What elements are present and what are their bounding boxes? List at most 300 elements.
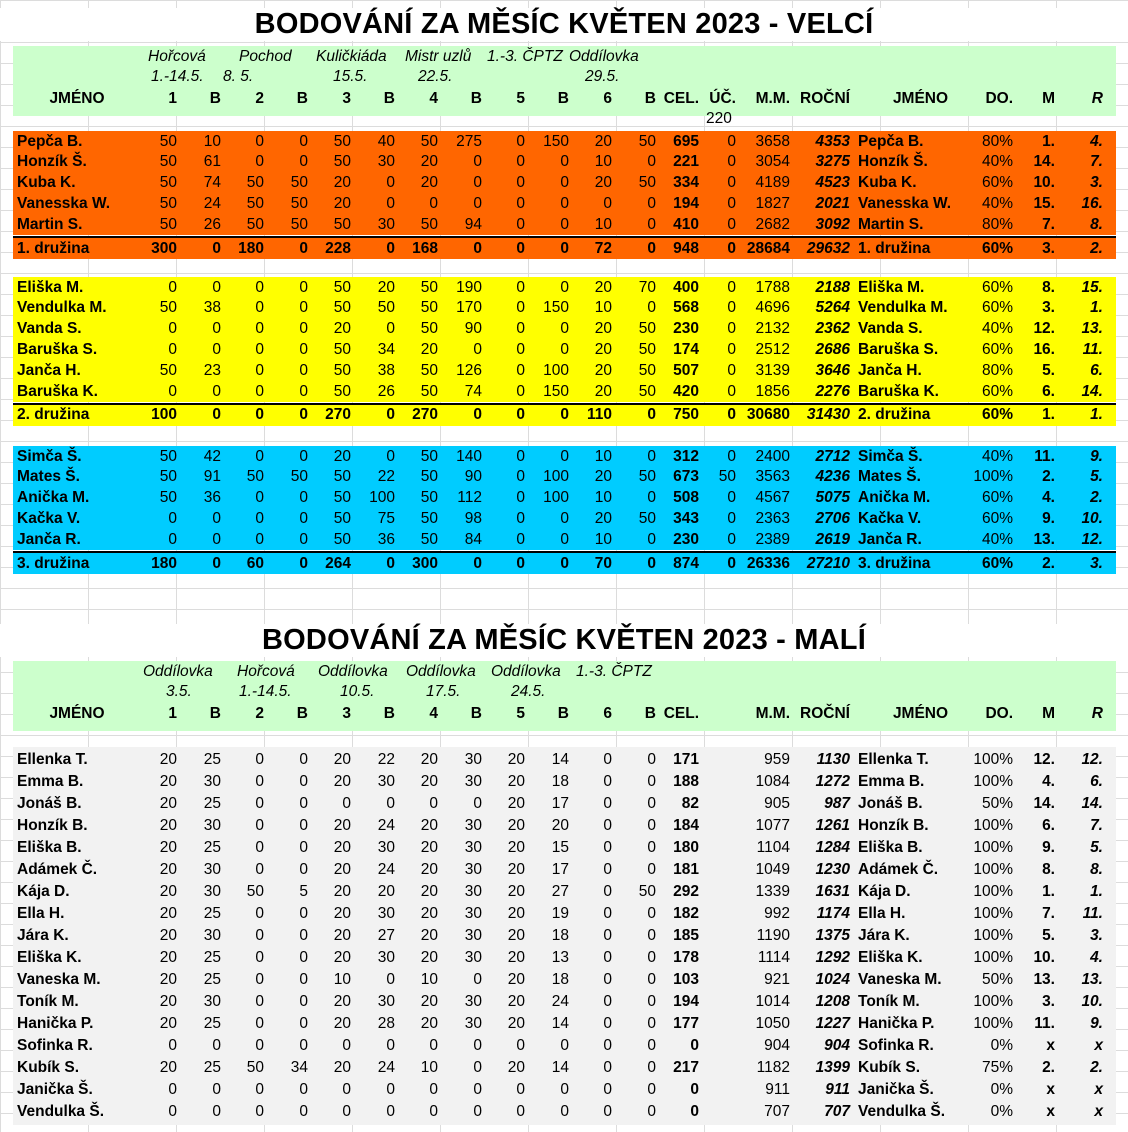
value-cell[interactable]: 0: [429, 1081, 438, 1099]
value-cell[interactable]: 8.: [1042, 860, 1055, 878]
value-cell[interactable]: 50: [333, 509, 351, 527]
value-cell[interactable]: 8.: [1042, 278, 1055, 296]
value-cell[interactable]: 38: [377, 361, 395, 379]
value-cell[interactable]: 10.: [1033, 174, 1055, 192]
value-cell[interactable]: 31430: [806, 406, 850, 424]
value-cell[interactable]: 34: [290, 1059, 308, 1077]
value-cell[interactable]: 40%: [981, 320, 1013, 338]
name-cell[interactable]: Kubík S.: [858, 1059, 921, 1077]
value-cell[interactable]: 0: [473, 1059, 482, 1077]
value-cell[interactable]: 178: [673, 948, 699, 966]
value-cell[interactable]: 1227: [815, 1015, 850, 1033]
value-cell[interactable]: 0: [299, 340, 308, 358]
column-header[interactable]: B: [557, 90, 569, 107]
value-cell[interactable]: 0: [516, 361, 525, 379]
value-cell[interactable]: 50: [638, 132, 656, 150]
value-cell[interactable]: 312: [673, 447, 699, 465]
value-cell[interactable]: 0: [516, 468, 525, 486]
value-cell[interactable]: 904: [824, 1037, 850, 1055]
value-cell[interactable]: 0: [603, 904, 612, 922]
value-cell[interactable]: 275: [456, 132, 482, 150]
value-cell[interactable]: 0: [255, 132, 264, 150]
value-cell[interactable]: 25: [203, 794, 221, 812]
value-cell[interactable]: 14.: [1033, 153, 1055, 171]
value-cell[interactable]: 50: [246, 1059, 264, 1077]
value-cell[interactable]: 0: [299, 971, 308, 988]
value-cell[interactable]: 1114: [757, 948, 790, 966]
value-cell[interactable]: 0: [690, 1103, 699, 1121]
value-cell[interactable]: 0: [212, 340, 221, 358]
value-cell[interactable]: 20: [420, 340, 438, 358]
value-cell[interactable]: 0: [299, 447, 308, 465]
value-cell[interactable]: 50: [420, 320, 438, 338]
value-cell[interactable]: 100%: [973, 860, 1013, 878]
value-cell[interactable]: 20: [159, 971, 177, 988]
column-header[interactable]: 4: [429, 705, 438, 722]
value-cell[interactable]: 7.: [1042, 215, 1055, 233]
value-cell[interactable]: 0: [647, 1015, 656, 1033]
value-cell[interactable]: 50: [420, 447, 438, 465]
value-cell[interactable]: 0: [727, 406, 736, 424]
value-cell[interactable]: 0: [560, 530, 569, 548]
value-cell[interactable]: 20: [507, 750, 525, 768]
value-cell[interactable]: 100: [151, 406, 177, 424]
value-cell[interactable]: 25: [203, 971, 221, 988]
value-cell[interactable]: 0: [516, 194, 525, 212]
value-cell[interactable]: 0: [647, 904, 656, 922]
value-cell[interactable]: 3646: [815, 361, 850, 379]
value-cell[interactable]: 0: [212, 530, 221, 548]
name-cell[interactable]: Ellenka T.: [17, 750, 88, 768]
value-cell[interactable]: 84: [464, 530, 482, 548]
value-cell[interactable]: 0: [727, 299, 736, 317]
value-cell[interactable]: [699, 1058, 738, 1079]
value-cell[interactable]: 50: [159, 361, 177, 379]
value-cell[interactable]: 2712: [815, 447, 850, 465]
value-cell[interactable]: 0: [727, 361, 736, 379]
value-cell[interactable]: 2188: [815, 278, 850, 296]
value-cell[interactable]: 904: [764, 1037, 790, 1055]
name-cell[interactable]: Vaneska M.: [17, 971, 101, 988]
value-cell[interactable]: 1182: [756, 1059, 790, 1077]
value-cell[interactable]: 100%: [973, 468, 1013, 486]
name-cell[interactable]: Janča H.: [858, 361, 922, 379]
value-cell[interactable]: 0: [473, 340, 482, 358]
value-cell[interactable]: 3054: [755, 153, 790, 171]
value-cell[interactable]: 673: [673, 468, 699, 486]
value-cell[interactable]: [699, 837, 738, 858]
value-cell[interactable]: 270: [325, 406, 351, 424]
value-cell[interactable]: 40%: [981, 153, 1013, 171]
value-cell[interactable]: 20: [507, 971, 525, 988]
value-cell[interactable]: 0: [473, 794, 482, 812]
value-cell[interactable]: 18: [551, 926, 569, 944]
value-cell[interactable]: 3.: [1090, 174, 1103, 192]
value-cell[interactable]: 50: [159, 174, 177, 192]
value-cell[interactable]: 30: [464, 993, 482, 1011]
value-cell[interactable]: 4189: [755, 174, 790, 192]
value-cell[interactable]: 50: [333, 215, 351, 233]
value-cell[interactable]: 0: [560, 406, 569, 424]
value-cell[interactable]: 15.: [1081, 278, 1103, 296]
value-cell[interactable]: 20: [594, 468, 612, 486]
name-cell[interactable]: 3. družina: [17, 554, 90, 572]
value-cell[interactable]: 0: [168, 530, 177, 548]
value-cell[interactable]: 1284: [815, 838, 850, 856]
value-cell[interactable]: 14.: [1081, 794, 1103, 812]
column-header[interactable]: DO.: [985, 705, 1013, 722]
value-cell[interactable]: 1024: [815, 971, 850, 988]
value-cell[interactable]: 0: [603, 971, 612, 988]
value-cell[interactable]: 15.: [1033, 194, 1055, 212]
name-cell[interactable]: Anička M.: [858, 489, 931, 507]
value-cell[interactable]: 0: [727, 239, 736, 257]
value-cell[interactable]: 0: [516, 489, 525, 507]
value-cell[interactable]: 0: [647, 750, 656, 768]
value-cell[interactable]: 20: [594, 509, 612, 527]
value-cell[interactable]: 60: [246, 554, 264, 572]
value-cell[interactable]: 7.: [1042, 904, 1055, 922]
value-cell[interactable]: 0: [255, 489, 264, 507]
value-cell[interactable]: 50: [159, 194, 177, 212]
value-cell[interactable]: 14: [551, 1015, 569, 1033]
value-cell[interactable]: 20: [594, 132, 612, 150]
value-cell[interactable]: 0: [299, 320, 308, 338]
column-header[interactable]: M.M.: [755, 90, 790, 107]
value-cell[interactable]: 0: [516, 509, 525, 527]
value-cell[interactable]: 20: [333, 750, 351, 768]
value-cell[interactable]: 30: [377, 772, 395, 790]
value-cell[interactable]: 1261: [815, 816, 850, 834]
value-cell[interactable]: 10: [594, 489, 612, 507]
value-cell[interactable]: 20: [507, 772, 525, 790]
name-cell[interactable]: Pepča B.: [858, 132, 924, 150]
value-cell[interactable]: 20: [159, 794, 177, 812]
value-cell[interactable]: 185: [673, 926, 699, 944]
column-header[interactable]: JMÉNO: [49, 705, 105, 722]
value-cell[interactable]: 0: [299, 1103, 308, 1121]
value-cell[interactable]: 20: [159, 993, 177, 1011]
value-cell[interactable]: 50: [638, 468, 656, 486]
value-cell[interactable]: 0: [473, 1103, 482, 1121]
value-cell[interactable]: 20: [333, 816, 351, 834]
name-cell[interactable]: 1. družina: [17, 239, 90, 257]
value-cell[interactable]: 0: [727, 489, 736, 507]
value-cell[interactable]: 20: [594, 382, 612, 400]
value-cell[interactable]: 100%: [973, 882, 1013, 900]
value-cell[interactable]: 1.: [1042, 132, 1055, 150]
value-cell[interactable]: 0: [727, 554, 736, 572]
column-header[interactable]: ROČNÍ: [800, 90, 850, 107]
value-cell[interactable]: [699, 815, 738, 836]
value-cell[interactable]: 40%: [981, 530, 1013, 548]
value-cell[interactable]: [699, 771, 738, 792]
value-cell[interactable]: 10: [203, 132, 221, 150]
value-cell[interactable]: 0: [727, 278, 736, 296]
value-cell[interactable]: 50: [420, 361, 438, 379]
value-cell[interactable]: 20: [159, 816, 177, 834]
value-cell[interactable]: 911: [825, 1081, 850, 1099]
value-cell[interactable]: 50: [246, 174, 264, 192]
value-cell[interactable]: [699, 749, 738, 770]
value-cell[interactable]: 3563: [755, 468, 790, 486]
value-cell[interactable]: 0: [647, 971, 656, 988]
value-cell[interactable]: 20: [420, 153, 438, 171]
value-cell[interactable]: 2021: [815, 194, 850, 212]
value-cell[interactable]: 0: [255, 860, 264, 878]
column-header[interactable]: JMÉNO: [892, 90, 949, 107]
value-cell[interactable]: 112: [457, 489, 482, 507]
column-header[interactable]: R: [1091, 705, 1103, 722]
value-cell[interactable]: 34: [377, 340, 395, 358]
value-cell[interactable]: 38: [203, 299, 221, 317]
value-cell[interactable]: [699, 793, 738, 814]
value-cell[interactable]: 1049: [755, 860, 790, 878]
value-cell[interactable]: 0: [255, 447, 264, 465]
value-cell[interactable]: 0: [727, 194, 736, 212]
value-cell[interactable]: 1077: [755, 816, 790, 834]
value-cell[interactable]: 20: [333, 948, 351, 966]
value-cell[interactable]: 6.: [1042, 816, 1055, 834]
value-cell[interactable]: 1190: [756, 926, 790, 944]
value-cell[interactable]: 180: [673, 838, 699, 856]
name-cell[interactable]: Eliška M.: [17, 278, 84, 296]
value-cell[interactable]: 30: [464, 772, 482, 790]
name-cell[interactable]: Baruška S.: [858, 340, 939, 358]
value-cell[interactable]: 0: [255, 1015, 264, 1033]
value-cell[interactable]: 42: [203, 447, 221, 465]
name-cell[interactable]: Baruška S.: [17, 340, 98, 358]
value-cell[interactable]: 100%: [973, 1015, 1013, 1033]
value-cell[interactable]: 6.: [1090, 772, 1103, 790]
value-cell[interactable]: 0: [516, 299, 525, 317]
value-cell[interactable]: 3275: [815, 153, 850, 171]
value-cell[interactable]: 7.: [1090, 153, 1103, 171]
name-cell[interactable]: Vendulka M.: [17, 299, 107, 317]
value-cell[interactable]: 0: [342, 1081, 351, 1099]
name-cell[interactable]: Janča R.: [17, 530, 81, 548]
value-cell[interactable]: [699, 859, 738, 880]
value-cell[interactable]: 20: [420, 926, 438, 944]
value-cell[interactable]: 11.: [1082, 340, 1103, 358]
name-cell[interactable]: Kubík S.: [17, 1059, 80, 1077]
value-cell[interactable]: 180: [238, 239, 264, 257]
value-cell[interactable]: 10: [594, 153, 612, 171]
value-cell[interactable]: 1230: [815, 860, 850, 878]
value-cell[interactable]: 3092: [815, 215, 850, 233]
value-cell[interactable]: 0: [647, 153, 656, 171]
value-cell[interactable]: 60%: [981, 340, 1013, 358]
value-cell[interactable]: 8.: [1090, 215, 1103, 233]
value-cell[interactable]: 750: [673, 406, 699, 424]
value-cell[interactable]: 20: [159, 772, 177, 790]
value-cell[interactable]: 0: [603, 860, 612, 878]
name-cell[interactable]: Jára K.: [858, 926, 910, 944]
value-cell[interactable]: x: [1094, 1037, 1103, 1055]
value-cell[interactable]: 0: [299, 838, 308, 856]
value-cell[interactable]: 30: [464, 926, 482, 944]
value-cell[interactable]: 0: [386, 1081, 395, 1099]
value-cell[interactable]: 12.: [1033, 320, 1055, 338]
value-cell[interactable]: 4.: [1042, 772, 1055, 790]
value-cell[interactable]: 3139: [755, 361, 790, 379]
value-cell[interactable]: 94: [464, 215, 482, 233]
value-cell[interactable]: 6.: [1042, 382, 1055, 400]
value-cell[interactable]: 24: [551, 993, 569, 1011]
value-cell[interactable]: 80%: [981, 132, 1013, 150]
value-cell[interactable]: 30: [464, 948, 482, 966]
value-cell[interactable]: 7.: [1090, 816, 1103, 834]
value-cell[interactable]: 0: [473, 239, 482, 257]
value-cell[interactable]: 343: [673, 509, 699, 527]
name-cell[interactable]: 1. družina: [858, 239, 931, 257]
name-cell[interactable]: Emma B.: [858, 772, 925, 790]
value-cell[interactable]: 0: [299, 153, 308, 171]
value-cell[interactable]: 50: [638, 361, 656, 379]
value-cell[interactable]: 0: [473, 1081, 482, 1099]
value-cell[interactable]: 13.: [1033, 971, 1055, 988]
value-cell[interactable]: 14: [551, 1059, 569, 1077]
value-cell[interactable]: 13.: [1081, 320, 1103, 338]
value-cell[interactable]: 194: [673, 194, 699, 212]
value-cell[interactable]: 0: [255, 904, 264, 922]
value-cell[interactable]: 100%: [973, 750, 1013, 768]
value-cell[interactable]: 911: [765, 1081, 790, 1099]
value-cell[interactable]: 50: [246, 882, 264, 900]
value-cell[interactable]: 0: [516, 530, 525, 548]
name-cell[interactable]: Vendulka Š.: [17, 1103, 105, 1121]
value-cell[interactable]: 4.: [1090, 948, 1103, 966]
name-cell[interactable]: Vendulka Š.: [858, 1103, 946, 1121]
value-cell[interactable]: 100: [543, 468, 569, 486]
value-cell[interactable]: 0: [299, 904, 308, 922]
value-cell[interactable]: 5.: [1042, 361, 1055, 379]
value-cell[interactable]: 20: [333, 1015, 351, 1033]
value-cell[interactable]: 188: [673, 772, 699, 790]
value-cell[interactable]: 2.: [1042, 1059, 1055, 1077]
value-cell[interactable]: 2389: [755, 530, 790, 548]
value-cell[interactable]: 5075: [815, 489, 850, 507]
value-cell[interactable]: 874: [673, 554, 699, 572]
value-cell[interactable]: 20: [333, 194, 351, 212]
name-cell[interactable]: Jonáš B.: [858, 794, 923, 812]
value-cell[interactable]: 27: [551, 882, 569, 900]
value-cell[interactable]: 2.: [1090, 1059, 1103, 1077]
column-header[interactable]: 3: [342, 705, 351, 722]
value-cell[interactable]: 22: [377, 750, 395, 768]
value-cell[interactable]: 0: [342, 1103, 351, 1121]
value-cell[interactable]: 20: [420, 816, 438, 834]
value-cell[interactable]: 221: [673, 153, 699, 171]
value-cell[interactable]: 20: [159, 1059, 177, 1077]
value-cell[interactable]: 0: [212, 239, 221, 257]
value-cell[interactable]: 0: [255, 340, 264, 358]
name-cell[interactable]: Kuba K.: [17, 174, 76, 192]
value-cell[interactable]: 110: [586, 406, 612, 424]
value-cell[interactable]: 0: [255, 1081, 264, 1099]
value-cell[interactable]: 20: [333, 772, 351, 790]
value-cell[interactable]: 20: [377, 278, 395, 296]
value-cell[interactable]: 4696: [755, 299, 790, 317]
value-cell[interactable]: 0: [299, 382, 308, 400]
value-cell[interactable]: 2682: [755, 215, 790, 233]
value-cell[interactable]: 100%: [973, 772, 1013, 790]
value-cell[interactable]: 82: [681, 794, 699, 812]
column-header[interactable]: [699, 703, 738, 725]
value-cell[interactable]: 0: [168, 320, 177, 338]
value-cell[interactable]: 0: [299, 1037, 308, 1055]
value-cell[interactable]: 11.: [1082, 904, 1103, 922]
value-cell[interactable]: 0: [516, 447, 525, 465]
value-cell[interactable]: 9.: [1042, 838, 1055, 856]
value-cell[interactable]: 20: [594, 278, 612, 296]
value-cell[interactable]: 9.: [1042, 509, 1055, 527]
value-cell[interactable]: 2.: [1090, 239, 1103, 257]
value-cell[interactable]: 50: [420, 530, 438, 548]
value-cell[interactable]: 17: [551, 860, 569, 878]
value-cell[interactable]: 0: [168, 340, 177, 358]
value-cell[interactable]: 11.: [1034, 447, 1055, 465]
value-cell[interactable]: 40%: [981, 447, 1013, 465]
value-cell[interactable]: [699, 925, 738, 946]
value-cell[interactable]: 0: [516, 554, 525, 572]
value-cell[interactable]: 3.: [1042, 239, 1055, 257]
value-cell[interactable]: 0: [255, 278, 264, 296]
value-cell[interactable]: 0: [168, 382, 177, 400]
value-cell[interactable]: 10.: [1033, 948, 1055, 966]
value-cell[interactable]: 40: [377, 132, 395, 150]
value-cell[interactable]: 13.: [1033, 530, 1055, 548]
value-cell[interactable]: 50: [638, 174, 656, 192]
value-cell[interactable]: 72: [594, 239, 612, 257]
value-cell[interactable]: 100%: [973, 816, 1013, 834]
value-cell[interactable]: 0: [603, 194, 612, 212]
value-cell[interactable]: 1174: [816, 904, 850, 922]
value-cell[interactable]: 0: [299, 772, 308, 790]
value-cell[interactable]: 2.: [1042, 468, 1055, 486]
value-cell[interactable]: 13.: [1081, 971, 1103, 988]
value-cell[interactable]: 50: [333, 382, 351, 400]
value-cell[interactable]: 0: [299, 860, 308, 878]
value-cell[interactable]: 30: [464, 838, 482, 856]
value-cell[interactable]: 50: [159, 447, 177, 465]
value-cell[interactable]: 0: [516, 174, 525, 192]
value-cell[interactable]: 50: [420, 132, 438, 150]
value-cell[interactable]: 0: [516, 1103, 525, 1121]
value-cell[interactable]: 1104: [756, 838, 790, 856]
name-cell[interactable]: Mates Š.: [858, 468, 921, 486]
value-cell[interactable]: 0: [299, 239, 308, 257]
value-cell[interactable]: 0: [342, 1037, 351, 1055]
value-cell[interactable]: 100%: [973, 993, 1013, 1011]
value-cell[interactable]: 20: [420, 993, 438, 1011]
value-cell[interactable]: 0: [386, 194, 395, 212]
value-cell[interactable]: 10: [594, 299, 612, 317]
name-cell[interactable]: Simča Š.: [17, 447, 82, 465]
value-cell[interactable]: 0: [647, 838, 656, 856]
value-cell[interactable]: [699, 992, 738, 1013]
value-cell[interactable]: 0: [560, 509, 569, 527]
value-cell[interactable]: 20: [159, 838, 177, 856]
name-cell[interactable]: Sofinka R.: [17, 1037, 93, 1055]
value-cell[interactable]: 50%: [981, 794, 1013, 812]
value-cell[interactable]: 0: [255, 361, 264, 379]
value-cell[interactable]: 2132: [755, 320, 790, 338]
value-cell[interactable]: 0: [255, 153, 264, 171]
value-cell[interactable]: 0%: [990, 1037, 1013, 1055]
value-cell[interactable]: 400: [673, 278, 699, 296]
value-cell[interactable]: 0: [603, 948, 612, 966]
